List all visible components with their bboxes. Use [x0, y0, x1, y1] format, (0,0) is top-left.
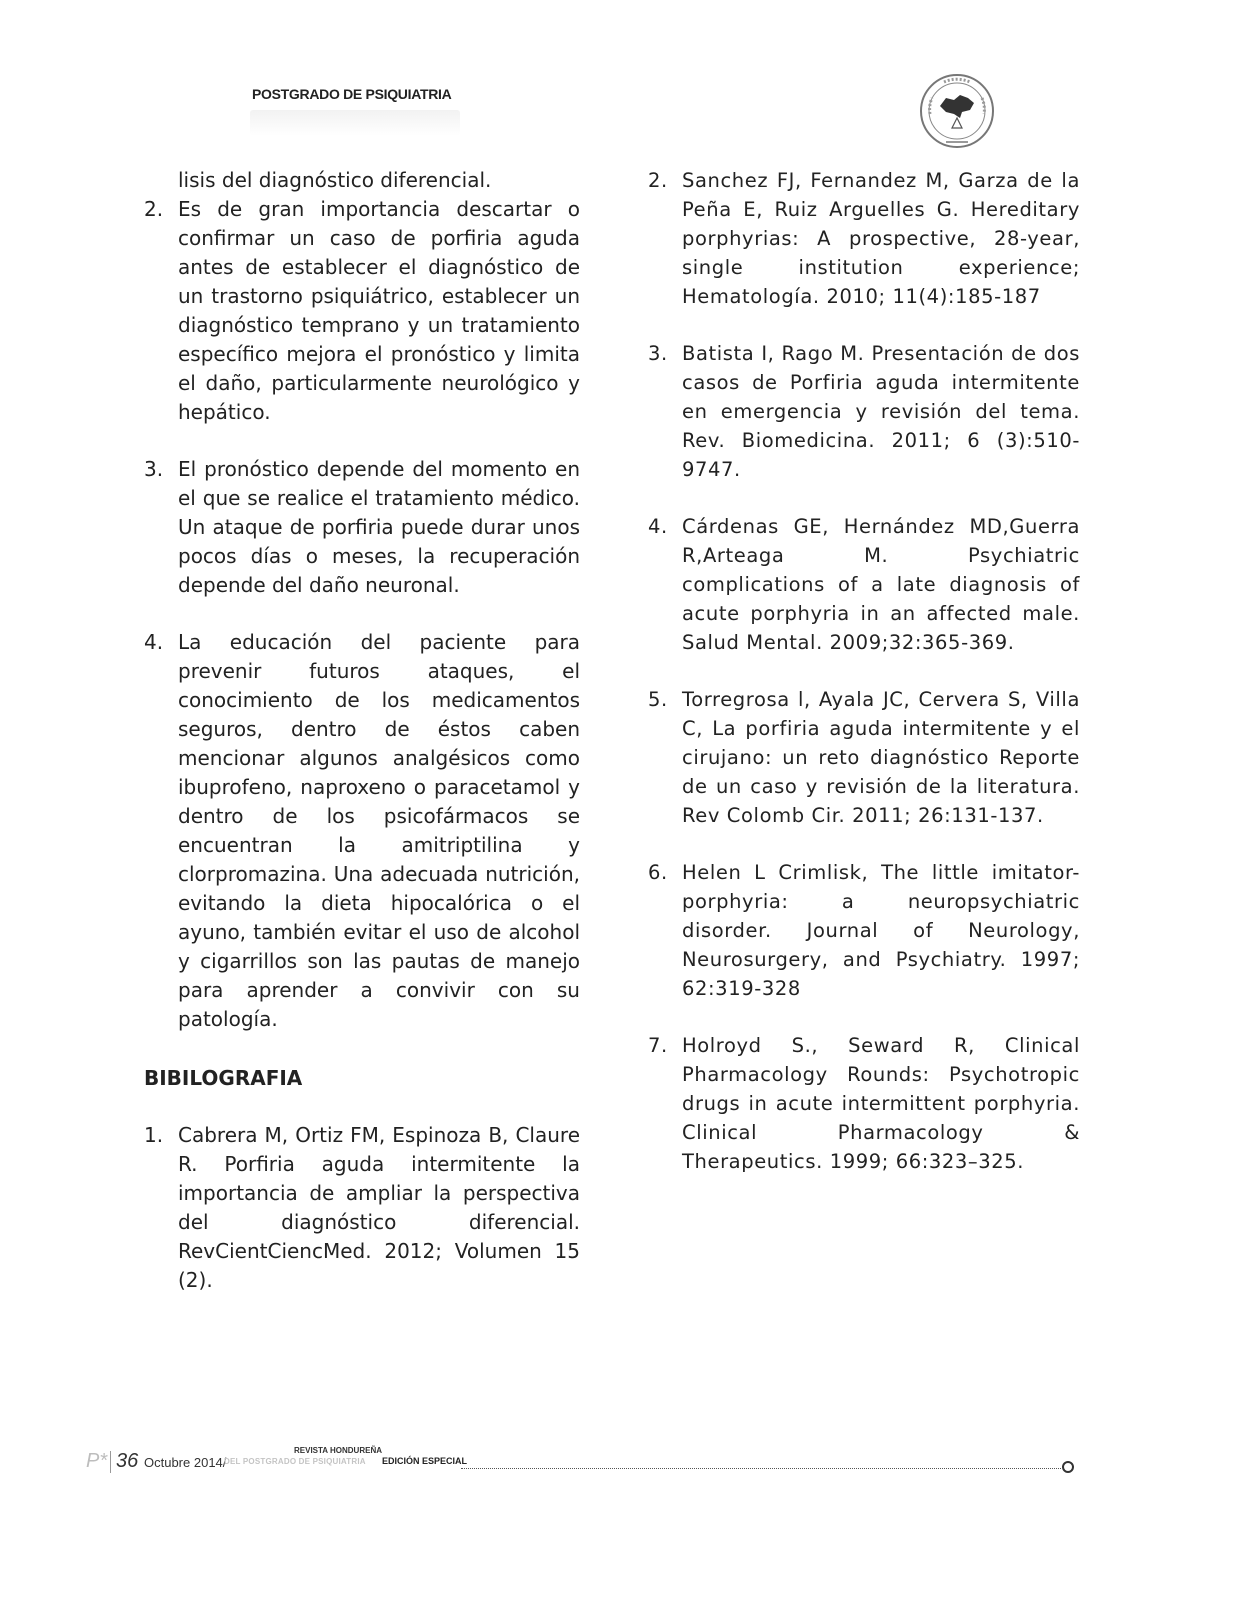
- reference-item: [648, 339, 1080, 484]
- edition-label: EDICIÓN ESPECIAL: [382, 1456, 468, 1466]
- list-text: El pronóstico depende del momento en el que se realice el tratamiento médico. Un ataque de porfiria puede durar unos pocos días o meses, la recuperación depende del daño neuronal.: [178, 457, 580, 597]
- reference-number: 3.: [648, 342, 668, 365]
- continuation-text: lisis del diagnóstico diferencial.: [178, 168, 492, 192]
- reference-text: Batista I, Rago M. Presentación de dos casos de Porfiria aguda intermitente en emergencia y revisión del tema. Rev. Biomedicina. 2011; 6 (3):510-9747.: [682, 342, 1080, 481]
- page-footer: [86, 1446, 1076, 1480]
- list-text: Es de gran importancia descartar o confirmar un caso de porfiria aguda antes de establecer el diagnóstico de un trastorno psiquiátrico, establecer un diagnóstico temprano y un tratamiento específico mejora el pronóstico y limita el daño, particularmente neurológico y hepático.: [178, 197, 580, 424]
- reference-item: [648, 1031, 1080, 1176]
- reference-number: 7.: [648, 1034, 668, 1057]
- left-column: [144, 166, 580, 1295]
- list-number: 2.: [144, 197, 164, 221]
- list-item: [144, 628, 580, 1034]
- reference-text: Helen L Crimlisk, The little imitator-porphyria: a neuropsychiatric disorder. Journal of Neurology, Neurosurgery, and Psychiatry. 1997; 62:319-328: [682, 861, 1080, 1000]
- reference-text: Holroyd S., Seward R, Clinical Pharmacology Rounds: Psychotropic drugs in acute intermittent porphyria. Clinical Pharmacology & Therapeutics. 1999; 66:323–325.: [682, 1034, 1080, 1173]
- institution-seal-icon: [916, 70, 998, 152]
- bibliography-heading: BIBILOGRAFIA: [144, 1066, 303, 1090]
- footer-divider: [110, 1451, 111, 1473]
- page-number: 36: [116, 1450, 139, 1472]
- reference-item: [648, 858, 1080, 1003]
- reference-item: [648, 512, 1080, 657]
- list-item: [144, 195, 580, 427]
- reference-number: 5.: [648, 688, 668, 711]
- right-column: [648, 166, 1080, 1176]
- issue-date: Octubre 2014/: [144, 1455, 227, 1470]
- reference-number: 4.: [648, 515, 668, 538]
- reference-item: [648, 166, 1080, 311]
- footer-dotted-rule: [461, 1468, 1061, 1469]
- section-title: POSTGRADO DE PSIQUIATRIA: [252, 86, 452, 102]
- list-number: 3.: [144, 457, 164, 481]
- footer-logo-mark: P*: [86, 1450, 108, 1472]
- reference-text: Cárdenas GE, Hernández MD,Guerra R,Arteaga M. Psychiatric complications of a late diagnosis of acute porphyria in an affected male. Salud Mental. 2009;32:365-369.: [682, 515, 1080, 654]
- reference-text: Torregrosa l, Ayala JC, Cervera S, Villa C, La porfiria aguda intermitente y el cirujano: un reto diagnóstico Reporte de un caso y revisión de la literatura. Rev Colomb Cir. 2011; 26:131-137.: [682, 688, 1080, 827]
- footer-circle-icon: [1062, 1461, 1074, 1473]
- list-item: [144, 455, 580, 600]
- reference-number: 6.: [648, 861, 668, 884]
- reference-text: Sanchez FJ, Fernandez M, Garza de la Peña E, Ruiz Arguelles G. Hereditary porphyrias: A prospective, 28-year, single institution experience; Hematología. 2010; 11(4):185-187: [682, 169, 1080, 308]
- reference-item: [144, 1121, 580, 1295]
- magazine-name-line2: DEL POSTGRADO DE PSIQUIATRIA: [224, 1457, 366, 1466]
- reference-number: 2.: [648, 169, 668, 192]
- list-number: 4.: [144, 630, 164, 654]
- list-text: La educación del paciente para prevenir futuros ataques, el conocimiento de los medicamentos seguros, dentro de éstos caben mencionar algunos analgésicos como ibuprofeno, naproxeno o paracetamol y dentro de los psicofármacos se encuentran la amitriptilina y clorpromazina. Una adecuada nutrición, evitando la dieta hipocalórica o el ayuno, también evitar el uso de alcohol y cigarrillos son las pautas de manejo para aprender a convivir con su patología.: [178, 630, 580, 1031]
- magazine-name-line1: REVISTA HONDUREÑA: [294, 1446, 383, 1455]
- reference-text: Cabrera M, Ortiz FM, Espinoza B, Claure R. Porfiria aguda intermitente la importancia de ampliar la perspectiva del diagnóstico diferencial. RevCientCiencMed. 2012; Volumen 15 (2).: [178, 1123, 580, 1292]
- header-shadow: [250, 110, 460, 136]
- reference-item: [648, 685, 1080, 830]
- reference-number: 1.: [144, 1123, 164, 1147]
